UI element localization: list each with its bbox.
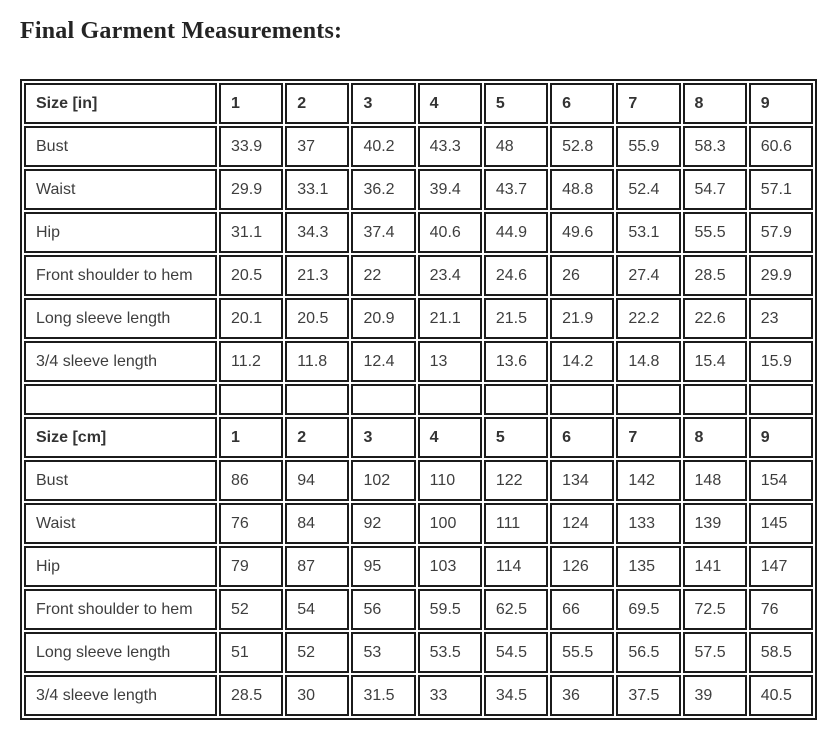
spacer-cell: [749, 384, 813, 415]
value-cell: 54.7: [683, 169, 747, 210]
size-number-cell: 8: [683, 83, 747, 124]
value-cell: 29.9: [219, 169, 283, 210]
value-cell: 52: [219, 589, 283, 630]
value-cell: 31.5: [351, 675, 415, 716]
size-number-cell: 3: [351, 417, 415, 458]
measurement-label: 3/4 sleeve length: [24, 675, 217, 716]
measurement-label: Hip: [24, 546, 217, 587]
size-unit-label: Size [in]: [24, 83, 217, 124]
measurement-row: [24, 546, 813, 587]
measurement-row: [24, 169, 813, 210]
size-number-cell: 3: [351, 83, 415, 124]
value-cell: 86: [219, 460, 283, 501]
spacer-cell: [484, 384, 548, 415]
value-cell: 40.5: [749, 675, 813, 716]
value-cell: 22.6: [683, 298, 747, 339]
size-number-cell: 6: [550, 83, 614, 124]
value-cell: 53.5: [418, 632, 482, 673]
value-cell: 43.3: [418, 126, 482, 167]
value-cell: 14.8: [616, 341, 680, 382]
measurement-label: Front shoulder to hem: [24, 589, 217, 630]
measurement-label: Long sleeve length: [24, 632, 217, 673]
value-cell: 20.5: [219, 255, 283, 296]
size-number-cell: 1: [219, 417, 283, 458]
size-number-cell: 2: [285, 417, 349, 458]
measurement-label: Waist: [24, 169, 217, 210]
value-cell: 15.9: [749, 341, 813, 382]
spacer-cell: [550, 384, 614, 415]
value-cell: 94: [285, 460, 349, 501]
value-cell: 53.1: [616, 212, 680, 253]
page-title: Final Garment Measurements:: [20, 18, 343, 44]
value-cell: 142: [616, 460, 680, 501]
measurement-label: Long sleeve length: [24, 298, 217, 339]
value-cell: 66: [550, 589, 614, 630]
value-cell: 26: [550, 255, 614, 296]
value-cell: 34.5: [484, 675, 548, 716]
value-cell: 28.5: [219, 675, 283, 716]
size-number-cell: 4: [418, 83, 482, 124]
value-cell: 30: [285, 675, 349, 716]
value-cell: 44.9: [484, 212, 548, 253]
value-cell: 57.1: [749, 169, 813, 210]
value-cell: 56: [351, 589, 415, 630]
value-cell: 22: [351, 255, 415, 296]
value-cell: 48: [484, 126, 548, 167]
value-cell: 76: [749, 589, 813, 630]
value-cell: 14.2: [550, 341, 614, 382]
size-number-cell: 4: [418, 417, 482, 458]
value-cell: 84: [285, 503, 349, 544]
spacer-cell: [219, 384, 283, 415]
measurement-row: [24, 503, 813, 544]
measurement-label: Hip: [24, 212, 217, 253]
measurement-row: [24, 126, 813, 167]
value-cell: 37.4: [351, 212, 415, 253]
value-cell: 27.4: [616, 255, 680, 296]
value-cell: 11.8: [285, 341, 349, 382]
spacer-cell: [351, 384, 415, 415]
measurement-label: Bust: [24, 126, 217, 167]
value-cell: 52.8: [550, 126, 614, 167]
value-cell: 33.1: [285, 169, 349, 210]
value-cell: 21.9: [550, 298, 614, 339]
size-number-cell: 5: [484, 83, 548, 124]
value-cell: 52.4: [616, 169, 680, 210]
value-cell: 52: [285, 632, 349, 673]
value-cell: 58.5: [749, 632, 813, 673]
value-cell: 53: [351, 632, 415, 673]
value-cell: 29.9: [749, 255, 813, 296]
value-cell: 43.7: [484, 169, 548, 210]
measurements-table-body: [24, 83, 813, 716]
value-cell: 33.9: [219, 126, 283, 167]
measurement-label: Waist: [24, 503, 217, 544]
value-cell: 100: [418, 503, 482, 544]
measurement-label: Front shoulder to hem: [24, 255, 217, 296]
value-cell: 54: [285, 589, 349, 630]
size-number-cell: 6: [550, 417, 614, 458]
value-cell: 126: [550, 546, 614, 587]
value-cell: 21.1: [418, 298, 482, 339]
measurement-row: [24, 675, 813, 716]
size-header-row: [24, 417, 813, 458]
value-cell: 69.5: [616, 589, 680, 630]
value-cell: 102: [351, 460, 415, 501]
value-cell: 145: [749, 503, 813, 544]
value-cell: 11.2: [219, 341, 283, 382]
value-cell: 62.5: [484, 589, 548, 630]
size-number-cell: 7: [616, 83, 680, 124]
value-cell: 60.6: [749, 126, 813, 167]
measurement-row: [24, 632, 813, 673]
size-number-cell: 5: [484, 417, 548, 458]
value-cell: 87: [285, 546, 349, 587]
value-cell: 22.2: [616, 298, 680, 339]
value-cell: 103: [418, 546, 482, 587]
value-cell: 39: [683, 675, 747, 716]
size-number-cell: 9: [749, 83, 813, 124]
value-cell: 40.6: [418, 212, 482, 253]
value-cell: 148: [683, 460, 747, 501]
value-cell: 124: [550, 503, 614, 544]
value-cell: 40.2: [351, 126, 415, 167]
size-number-cell: 7: [616, 417, 680, 458]
measurement-label: Bust: [24, 460, 217, 501]
value-cell: 20.5: [285, 298, 349, 339]
value-cell: 59.5: [418, 589, 482, 630]
value-cell: 141: [683, 546, 747, 587]
value-cell: 133: [616, 503, 680, 544]
value-cell: 37.5: [616, 675, 680, 716]
value-cell: 54.5: [484, 632, 548, 673]
value-cell: 34.3: [285, 212, 349, 253]
value-cell: 15.4: [683, 341, 747, 382]
measurement-row: [24, 589, 813, 630]
spacer-cell: [24, 384, 217, 415]
value-cell: 36.2: [351, 169, 415, 210]
value-cell: 72.5: [683, 589, 747, 630]
value-cell: 57.9: [749, 212, 813, 253]
value-cell: 79: [219, 546, 283, 587]
spacer-cell: [285, 384, 349, 415]
measurement-row: [24, 298, 813, 339]
value-cell: 57.5: [683, 632, 747, 673]
value-cell: 114: [484, 546, 548, 587]
size-unit-label: Size [cm]: [24, 417, 217, 458]
value-cell: 13: [418, 341, 482, 382]
spacer-cell: [418, 384, 482, 415]
value-cell: 23.4: [418, 255, 482, 296]
value-cell: 76: [219, 503, 283, 544]
measurement-label: 3/4 sleeve length: [24, 341, 217, 382]
value-cell: 58.3: [683, 126, 747, 167]
value-cell: 154: [749, 460, 813, 501]
measurement-row: [24, 212, 813, 253]
value-cell: 20.9: [351, 298, 415, 339]
value-cell: 28.5: [683, 255, 747, 296]
value-cell: 147: [749, 546, 813, 587]
value-cell: 37: [285, 126, 349, 167]
value-cell: 110: [418, 460, 482, 501]
value-cell: 135: [616, 546, 680, 587]
value-cell: 95: [351, 546, 415, 587]
value-cell: 134: [550, 460, 614, 501]
spacer-row: [24, 384, 813, 415]
value-cell: 21.3: [285, 255, 349, 296]
spacer-cell: [683, 384, 747, 415]
value-cell: 122: [484, 460, 548, 501]
value-cell: 51: [219, 632, 283, 673]
value-cell: 36: [550, 675, 614, 716]
measurement-row: [24, 341, 813, 382]
value-cell: 21.5: [484, 298, 548, 339]
size-header-row: [24, 83, 813, 124]
value-cell: 33: [418, 675, 482, 716]
measurements-table: [20, 79, 817, 720]
value-cell: 92: [351, 503, 415, 544]
size-number-cell: 9: [749, 417, 813, 458]
size-number-cell: 1: [219, 83, 283, 124]
value-cell: 20.1: [219, 298, 283, 339]
value-cell: 13.6: [484, 341, 548, 382]
value-cell: 55.5: [683, 212, 747, 253]
measurement-row: [24, 460, 813, 501]
value-cell: 31.1: [219, 212, 283, 253]
value-cell: 55.9: [616, 126, 680, 167]
value-cell: 55.5: [550, 632, 614, 673]
size-number-cell: 8: [683, 417, 747, 458]
value-cell: 24.6: [484, 255, 548, 296]
value-cell: 48.8: [550, 169, 614, 210]
size-number-cell: 2: [285, 83, 349, 124]
value-cell: 12.4: [351, 341, 415, 382]
value-cell: 56.5: [616, 632, 680, 673]
value-cell: 39.4: [418, 169, 482, 210]
value-cell: 139: [683, 503, 747, 544]
spacer-cell: [616, 384, 680, 415]
value-cell: 23: [749, 298, 813, 339]
value-cell: 49.6: [550, 212, 614, 253]
measurement-row: [24, 255, 813, 296]
value-cell: 111: [484, 503, 548, 544]
